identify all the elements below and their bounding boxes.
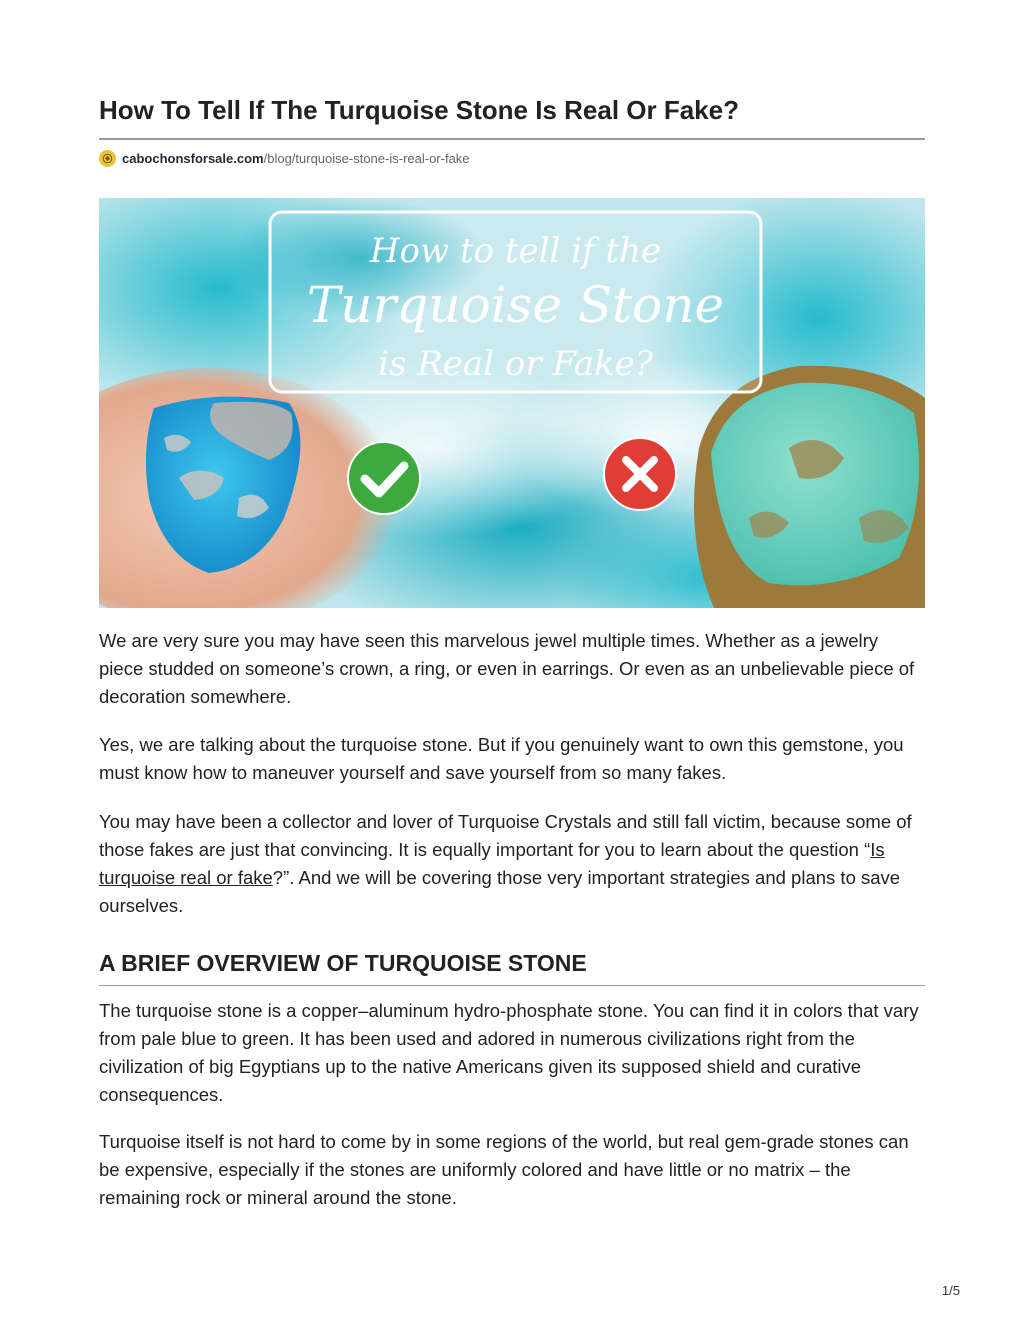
source-domain: cabochonsforsale.com [122, 150, 264, 166]
overview-paragraph-1: The turquoise stone is a copper–aluminum hydro-phosphate stone. You can find it in colors that vary from pale blue to green. It has been used and adored in numerous civilizations right from the civilization of big Egyptians up to the native Americans given its supposed shield and curative consequences. [99, 1000, 919, 1105]
hero-heading-line3: is Real or Fake? [378, 344, 653, 384]
hero-heading-line1: How to tell if the [369, 231, 662, 271]
source-line [99, 148, 470, 168]
overview-paragraph-2: Turquoise itself is not hard to come by in some regions of the world, but real gem-grade stones can be expensive, especially if the stones are uniformly colored and have little or no matrix – the remaining rock or mineral around the stone. [99, 1131, 909, 1208]
paragraph-text: ?”. And we will be covering those very important strategies and plans to save ourselves. [99, 867, 901, 916]
cross-icon [604, 438, 676, 510]
turquoise-real-or-fake-link[interactable]: Is turquoise real or fake [99, 839, 885, 888]
site-logo-icon [99, 150, 116, 167]
check-icon [348, 442, 420, 514]
paragraph-text: You may have been a collector and lover of Turquoise Crystals and still fall victim, because some of those fakes are just that convincing. It is equally important for you to learn about the question “ [99, 811, 912, 860]
hero-heading-line2: Turquoise Stone [306, 276, 725, 334]
intro-paragraph-3 [99, 808, 925, 920]
section-divider [99, 985, 925, 986]
title-divider [99, 138, 925, 140]
section-heading: A BRIEF OVERVIEW OF TURQUOISE STONE [99, 950, 587, 976]
page-title: How To Tell If The Turquoise Stone Is Real Or Fake? [99, 95, 739, 125]
page-number: 1/5 [941, 1283, 960, 1298]
source-url-link[interactable] [122, 151, 470, 166]
intro-paragraph-1: We are very sure you may have seen this marvelous jewel multiple times. Whether as a jewelry piece studded on someone’s crown, a ring, or even in earrings. Or even as an unbelievable piece of decoration somewhere. [99, 630, 915, 707]
hero-image [99, 198, 925, 608]
source-path: /blog/turquoise-stone-is-real-or-fake [263, 150, 470, 166]
intro-paragraph-2: Yes, we are talking about the turquoise stone. But if you genuinely want to own this gemstone, you must know how to maneuver yourself and save yourself from so many fakes. [99, 734, 904, 783]
